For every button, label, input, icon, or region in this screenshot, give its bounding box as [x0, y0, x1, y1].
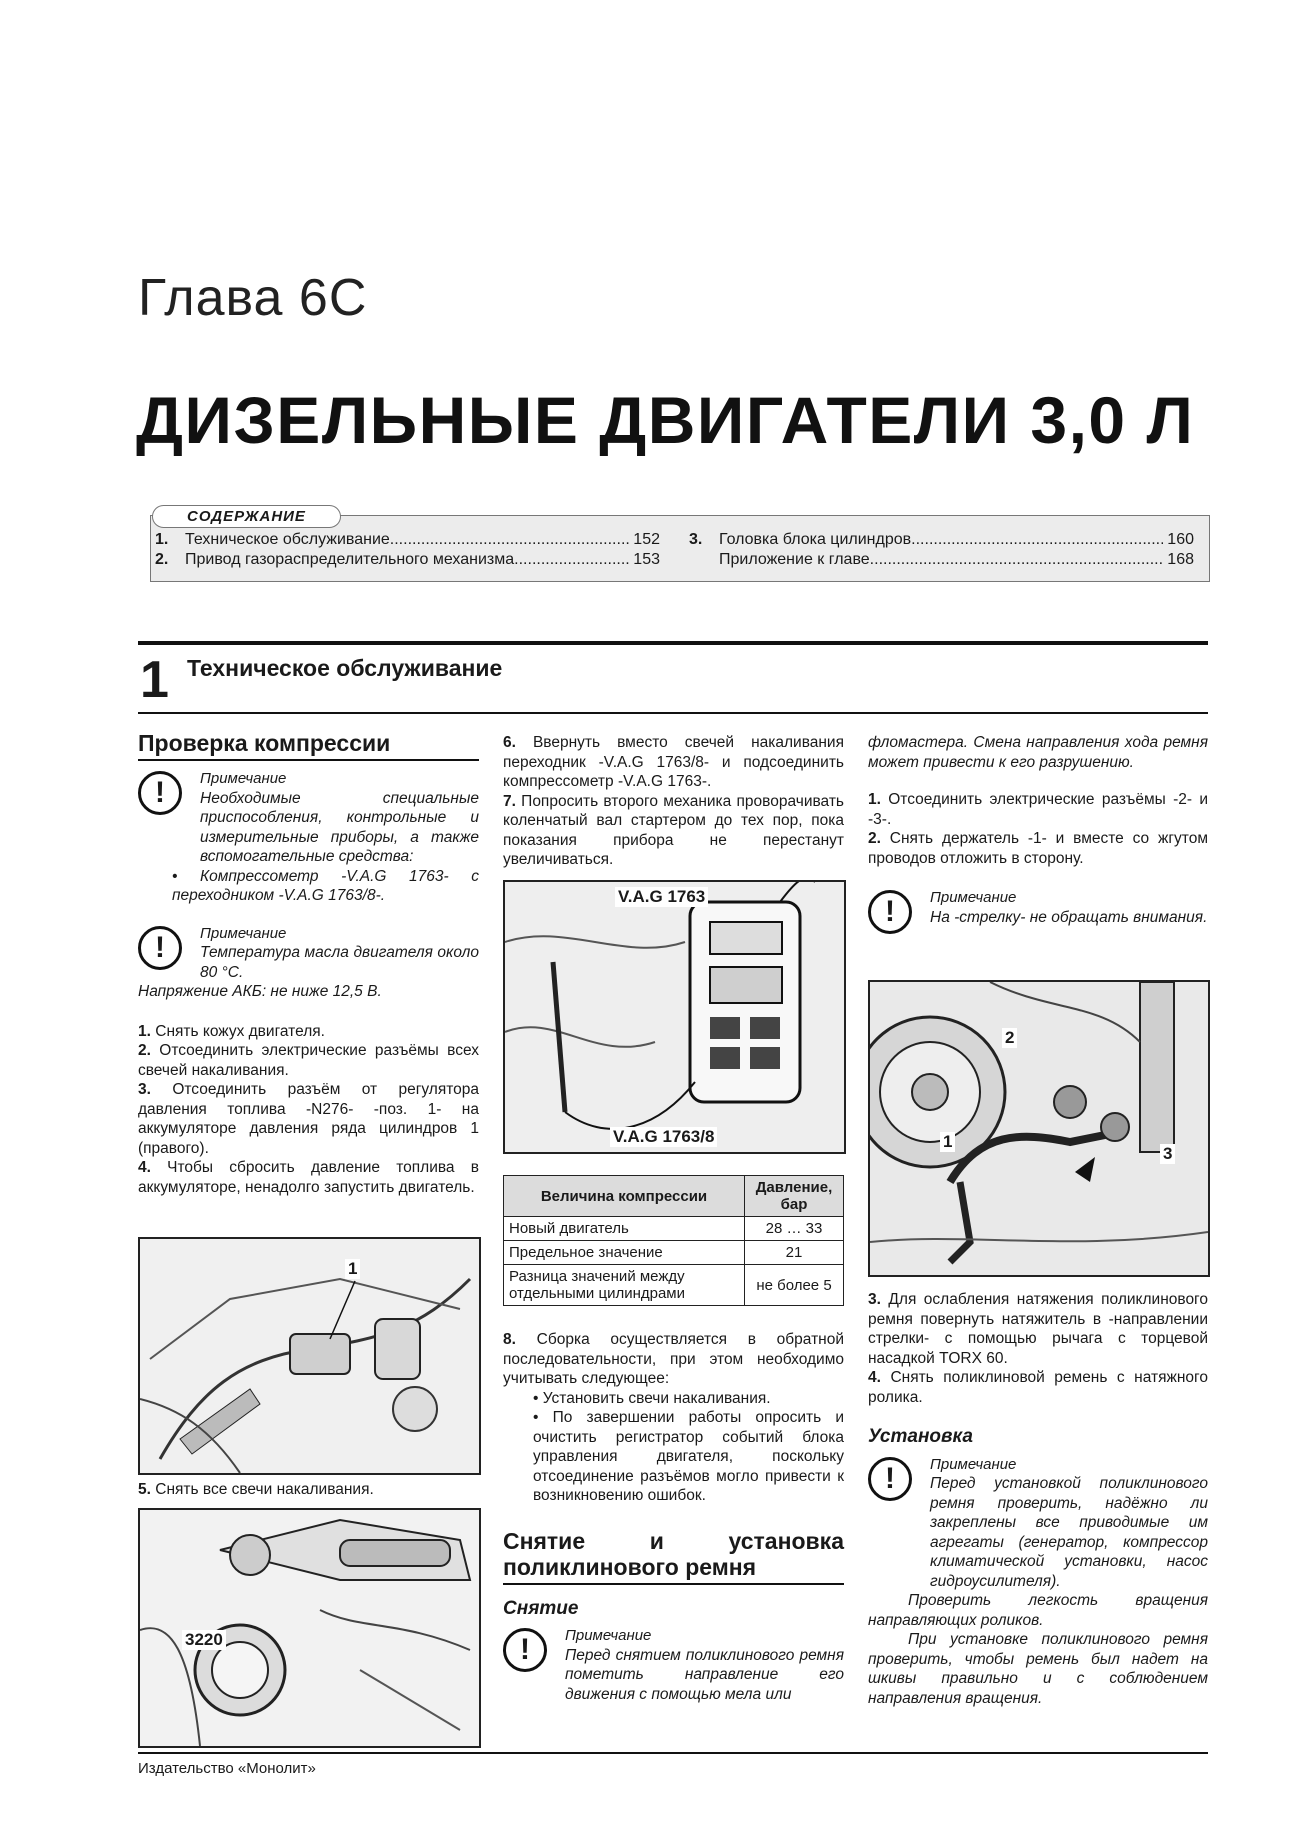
column-3	[868, 733, 1208, 927]
engine-illustration	[140, 1239, 479, 1473]
column-3-cont	[868, 1290, 1208, 1708]
note-box	[138, 924, 479, 983]
note-continuation: фломастера. Смена направления хода ремня может привести к его разрушению.	[868, 734, 1208, 771]
note-text: При установке поликлинового ремня проверить, чтобы ремень был надет на шкивы правильно и с соблюдением направления вращения.	[868, 1631, 1208, 1707]
figure-callout: 3	[1160, 1144, 1175, 1164]
note-text: На -стрелку- не обращать внимания.	[930, 908, 1208, 926]
section-number: 1	[140, 651, 169, 709]
column-2-cont	[503, 1330, 844, 1704]
exclamation-icon: !	[138, 771, 182, 815]
section-rule	[138, 641, 1208, 645]
exclamation-icon: !	[868, 890, 912, 934]
note-text: Проверить легкость вращения направляющих роликов.	[868, 1592, 1208, 1629]
table-row: Предельное значение 21	[504, 1241, 844, 1265]
toc-item[interactable]: 2. Привод газораспределительного механизма ..... 153	[155, 551, 660, 569]
toc-item[interactable]: 3. Головка блока цилиндров ..... 160	[689, 531, 1194, 549]
note-box	[138, 769, 479, 867]
step: 4. Чтобы сбросить давление топлива в аккумуляторе, ненадолго запустить двигатель.	[138, 1159, 479, 1196]
figure-regulator-connector	[138, 1237, 481, 1475]
step: 2. Отсоединить электрические разъёмы всех свечей накаливания.	[138, 1042, 479, 1079]
table-header: Давление, бар	[745, 1176, 844, 1217]
note-label: Примечание	[200, 924, 287, 942]
toc-item[interactable]: Приложение к главе ..... 168	[689, 551, 1194, 569]
step: 7. Попросить второго механика проворачивать коленчатый вал стартером до тех пор, пока показания прибора не перестанут увеличиваться.	[503, 792, 844, 868]
step: 5. Снять все свечи накаливания.	[138, 1481, 374, 1498]
table-of-contents	[150, 508, 1210, 582]
figure-callout: 1	[345, 1259, 360, 1279]
note-text: Температура масла двигателя около 80 °С.	[200, 944, 479, 981]
note-box	[503, 1626, 844, 1704]
note-label: Примечание	[200, 770, 287, 787]
note-box	[868, 1455, 1208, 1592]
section-rule	[138, 712, 1208, 714]
toc-item[interactable]: 1. Техническое обслуживание ..... 152	[155, 531, 660, 549]
table-header: Величина компрессии	[504, 1176, 745, 1217]
figure-callout: V.A.G 1763/8	[610, 1127, 717, 1147]
note-extra: Напряжение АКБ: не ниже 12,5 В.	[138, 983, 382, 1000]
note-label: Примечание	[565, 1627, 652, 1644]
figure-belt-tensioner	[868, 980, 1210, 1277]
note-text: Перед установкой поликлинового ремня проверить, надёжно ли закреплены все приводимые им агрегаты (генератор, компрессор климатической установки, насос гидроусилителя).	[930, 1475, 1208, 1590]
bullet: • Установить свечи накаливания.	[533, 1389, 771, 1407]
column-2	[503, 733, 844, 870]
exclamation-icon: !	[503, 1628, 547, 1672]
toc-heading: СОДЕРЖАНИЕ	[152, 505, 341, 528]
column-1	[138, 730, 479, 1197]
section-title: Техническое обслуживание	[187, 655, 503, 681]
exclamation-icon: !	[138, 926, 182, 970]
footer-rule	[138, 1752, 1208, 1754]
note-text: Перед снятием поликлинового ремня пометить направление его движения с помощью мела или	[565, 1646, 844, 1703]
chapter-title: ДИЗЕЛЬНЫЕ ДВИГАТЕЛИ 3,0 Л	[136, 383, 1195, 457]
bullet: • По завершении работы опросить и очистить регистратор событий блока управления двигателя, поскольку отсоединение разъёмов могло привести к возникновению ошибок.	[533, 1409, 844, 1504]
step: 1. Снять кожух двигателя.	[138, 1022, 325, 1040]
subheading-installation: Установка	[868, 1426, 973, 1447]
heading-belt: Снятие и установка поликлинового ремня	[503, 1528, 844, 1585]
note-label: Примечание	[930, 889, 1017, 906]
compressometer-illustration	[505, 882, 844, 1152]
step: 1. Отсоединить электрические разъёмы -2- и -3-.	[868, 791, 1208, 828]
figure-callout: 3220	[182, 1630, 226, 1650]
figure-glow-plugs	[138, 1508, 481, 1748]
tensioner-illustration	[870, 982, 1208, 1275]
step: 8. Сборка осуществляется в обратной последовательности, при этом необходимо учитывать следующее:	[503, 1331, 845, 1387]
figure-callout: 1	[940, 1132, 955, 1152]
column-1-cont	[138, 1480, 479, 1500]
compression-table	[503, 1175, 844, 1306]
step: 6. Ввернуть вместо свечей накаливания переходник -V.A.G 1763/8- и подсоединить компрессометр -V.A.G 1763-.	[503, 734, 844, 790]
glow-plug-illustration	[140, 1510, 479, 1746]
figure-compressometer	[503, 880, 846, 1154]
step: 4. Снять поликлиновой ремень с натяжного ролика.	[868, 1369, 1208, 1406]
table-row: Новый двигатель 28 … 33	[504, 1217, 844, 1241]
step: 3. Отсоединить разъём от регулятора давления топлива -N276- -поз. 1- на аккумуляторе давления ряда цилиндров 1 (правого).	[138, 1081, 479, 1157]
heading-compression-check: Проверка компрессии	[138, 730, 479, 761]
note-box	[868, 888, 1208, 927]
step: 3. Для ослабления натяжения поликлинового ремня повернуть натяжитель в -направлении стрелки- с помощью рычага с торцевой насадкой TORX 60.	[868, 1291, 1208, 1367]
publisher: Издательство «Монолит»	[138, 1760, 316, 1777]
exclamation-icon: !	[868, 1457, 912, 1501]
figure-callout: V.A.G 1763	[615, 887, 708, 907]
note-text: Необходимые специальные приспособления, контрольные и измерительные приборы, а также вспомогательные средства:	[200, 789, 479, 865]
step: 2. Снять держатель -1- и вместе со жгутом проводов отложить в сторону.	[868, 830, 1208, 867]
subheading-removal: Снятие	[503, 1597, 579, 1619]
note-label: Примечание	[930, 1455, 1017, 1473]
chapter-label: Глава 6С	[138, 269, 368, 327]
figure-callout: 2	[1002, 1028, 1017, 1048]
note-bullet: • Компрессометр -V.A.G 1763- с переходником -V.A.G 1763/8-.	[172, 867, 479, 904]
table-row: Разница значений между отдельными цилиндрами не более 5	[504, 1265, 844, 1306]
